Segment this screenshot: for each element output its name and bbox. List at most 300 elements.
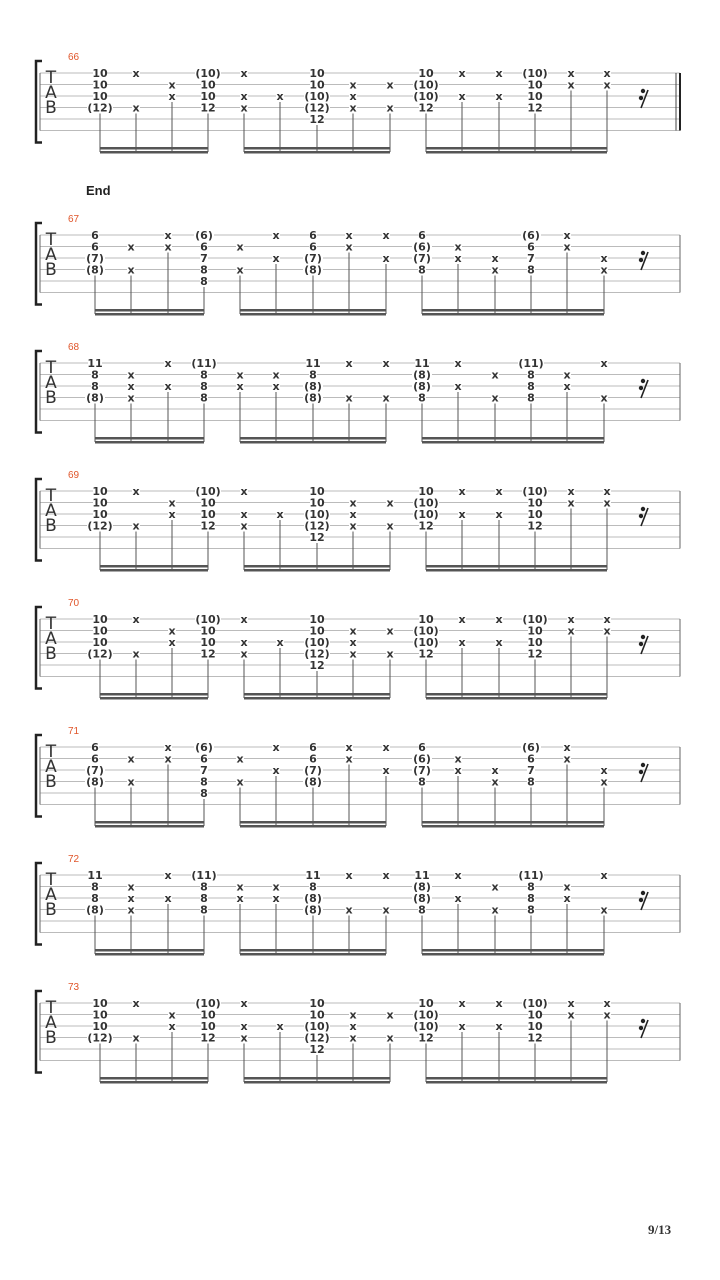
fret-number: 10 [527, 636, 543, 649]
tab-system [0, 470, 720, 580]
measure-number: 72 [68, 854, 80, 865]
dead-note: x [240, 485, 248, 498]
dead-note: x [164, 869, 172, 882]
fret-number: 10 [92, 78, 108, 92]
beam-primary [100, 1077, 208, 1080]
dead-note: x [563, 892, 571, 905]
dead-note: x [567, 1008, 575, 1022]
dead-note: x [563, 368, 571, 382]
tab-clef-letter: T [45, 486, 57, 506]
fret-number: (10) [413, 624, 439, 638]
beam-primary [244, 693, 390, 696]
fret-number: (6) [195, 741, 213, 754]
dead-note: x [458, 636, 466, 649]
fret-number: 6 [91, 741, 99, 754]
fret-number: 7 [200, 252, 208, 265]
dead-note: x [272, 380, 280, 393]
tab-clef-letter: T [45, 742, 57, 762]
dead-note: x [236, 892, 244, 905]
beam-secondary [240, 825, 386, 828]
dead-note: x [563, 741, 571, 754]
beam-primary [426, 565, 535, 568]
fret-number: 6 [200, 240, 208, 254]
fret-number: 10 [92, 636, 108, 649]
fret-number: 10 [92, 485, 108, 498]
dead-note: x [240, 647, 248, 661]
dead-note: x [454, 892, 462, 905]
dead-note: x [495, 1020, 503, 1033]
rest-dot-upper [641, 635, 645, 639]
fret-number: 10 [418, 613, 434, 626]
fret-number: (8) [304, 903, 322, 917]
tab-clef-letter: B [45, 900, 57, 920]
beam-primary [422, 821, 531, 824]
dead-note: x [458, 90, 466, 103]
fret-number: (12) [304, 519, 330, 533]
fret-number: 8 [200, 368, 208, 382]
dead-note: x [495, 613, 503, 626]
dead-note: x [272, 892, 280, 905]
dead-note: x [600, 263, 608, 277]
fret-number: 10 [309, 485, 325, 498]
beam-primary [244, 1077, 390, 1080]
tab-system [0, 52, 720, 162]
fret-number: 10 [418, 997, 434, 1010]
fret-number: (10) [195, 997, 221, 1010]
fret-number: (12) [87, 647, 113, 661]
dead-note: x [349, 1031, 357, 1045]
beam-secondary [95, 825, 204, 828]
dead-note: x [495, 485, 503, 498]
rest-dot-upper [641, 251, 645, 255]
beam-secondary [535, 697, 607, 700]
rest-dot-lower [639, 386, 643, 390]
fret-number: 12 [418, 647, 434, 661]
fret-number: 10 [92, 508, 108, 521]
fret-number: 12 [418, 1031, 434, 1045]
dead-note: x [563, 880, 571, 894]
rest-dot-upper [641, 1019, 645, 1023]
fret-number: (8) [304, 263, 322, 277]
fret-number: (10) [413, 1020, 439, 1033]
tab-clef-letter: A [45, 83, 57, 103]
tab-staff [0, 214, 720, 324]
beam-secondary [422, 953, 531, 956]
dead-note: x [349, 508, 357, 521]
dead-note: x [454, 764, 462, 777]
beam-primary [531, 309, 604, 312]
beam-secondary [100, 1081, 208, 1084]
dead-note: x [240, 508, 248, 521]
dead-note: x [345, 903, 353, 917]
fret-number: (10) [522, 67, 548, 80]
fret-number: 8 [418, 903, 426, 917]
dead-note: x [491, 775, 499, 789]
fret-number: 10 [309, 997, 325, 1010]
dead-note: x [349, 636, 357, 649]
fret-number: 10 [309, 624, 325, 638]
fret-number: (8) [304, 775, 322, 789]
dead-note: x [240, 613, 248, 626]
dead-note: x [600, 903, 608, 917]
dead-note: x [454, 869, 462, 882]
measure-number: 71 [68, 726, 80, 737]
measure-number: 67 [68, 214, 80, 225]
dead-note: x [127, 880, 135, 894]
tab-clef-letter: T [45, 358, 57, 378]
fret-number: (6) [413, 240, 431, 254]
fret-number: 10 [309, 1008, 325, 1022]
dead-note: x [454, 240, 462, 254]
fret-number: 10 [92, 496, 108, 510]
dead-note: x [491, 903, 499, 917]
dead-note: x [240, 67, 248, 80]
dead-note: x [386, 101, 394, 115]
tab-system [0, 726, 720, 836]
dead-note: x [345, 391, 353, 405]
beam-primary [422, 949, 531, 952]
rest-dot-lower [639, 642, 643, 646]
beam-secondary [244, 151, 390, 154]
fret-number: 10 [527, 496, 543, 510]
fret-number: 8 [91, 880, 99, 894]
fret-number: 10 [92, 67, 108, 80]
dead-note: x [495, 636, 503, 649]
beam-primary [244, 565, 390, 568]
dead-note: x [454, 252, 462, 265]
dead-note: x [164, 741, 172, 754]
fret-number: 8 [527, 775, 535, 789]
fret-number: 7 [527, 252, 535, 265]
fret-number: (10) [413, 90, 439, 103]
fret-number: (11) [518, 869, 544, 882]
fret-number: 10 [200, 78, 216, 92]
tab-system [0, 214, 720, 324]
dead-note: x [345, 240, 353, 254]
tab-staff [0, 854, 720, 964]
dead-note: x [600, 252, 608, 265]
dead-note: x [168, 90, 176, 103]
measure-number: 66 [68, 52, 80, 63]
fret-number: 8 [527, 368, 535, 382]
beam-primary [95, 437, 204, 440]
beam-primary [240, 437, 386, 440]
rest-dot-upper [641, 507, 645, 511]
tab-staff [0, 982, 720, 1092]
dead-note: x [240, 1020, 248, 1033]
fret-number: 8 [527, 880, 535, 894]
dead-note: x [386, 496, 394, 510]
measure-number: 73 [68, 982, 80, 993]
beam-secondary [100, 569, 208, 572]
dead-note: x [127, 240, 135, 254]
tab-clef-letter: B [45, 644, 57, 664]
dead-note: x [236, 368, 244, 382]
tab-staff [0, 470, 720, 580]
beam-primary [531, 437, 604, 440]
fret-number: 10 [309, 496, 325, 510]
fret-number: 8 [527, 903, 535, 917]
dead-note: x [600, 391, 608, 405]
tab-clef-letter: T [45, 998, 57, 1018]
fret-number: (12) [304, 1031, 330, 1045]
rest-dot-lower [639, 96, 643, 100]
fret-number: 6 [91, 240, 99, 254]
fret-number: (7) [86, 252, 104, 265]
fret-number: 8 [418, 775, 426, 789]
fret-number: 10 [527, 78, 543, 92]
fret-number: 8 [418, 391, 426, 405]
fret-number: (10) [413, 1008, 439, 1022]
fret-number: (10) [195, 613, 221, 626]
fret-number: 6 [527, 752, 535, 766]
dead-note: x [132, 485, 140, 498]
dead-note: x [495, 90, 503, 103]
dead-note: x [563, 240, 571, 254]
fret-number: 6 [527, 240, 535, 254]
dead-note: x [127, 752, 135, 766]
fret-number: (10) [304, 90, 330, 103]
tab-clef-letter: A [45, 245, 57, 265]
dead-note: x [458, 67, 466, 80]
rest-dot-lower [639, 770, 643, 774]
dead-note: x [567, 997, 575, 1010]
fret-number: (8) [304, 892, 322, 905]
fret-number: (10) [195, 67, 221, 80]
rest-dot-lower [639, 1026, 643, 1030]
dead-note: x [349, 496, 357, 510]
dead-note: x [603, 613, 611, 626]
fret-number: 8 [200, 903, 208, 917]
fret-number: (6) [413, 752, 431, 766]
fret-number: 12 [418, 101, 434, 115]
beam-primary [535, 565, 607, 568]
dead-note: x [272, 368, 280, 382]
fret-number: (11) [518, 357, 544, 370]
dead-note: x [127, 368, 135, 382]
fret-number: (8) [413, 892, 431, 905]
beam-secondary [531, 825, 604, 828]
dead-note: x [349, 624, 357, 638]
beam-primary [422, 437, 531, 440]
dead-note: x [454, 752, 462, 766]
tab-clef-letter: B [45, 260, 57, 280]
fret-number: (6) [195, 229, 213, 242]
fret-number: 6 [309, 229, 317, 242]
beam-primary [531, 821, 604, 824]
fret-number: 12 [200, 647, 216, 661]
fret-number: (7) [413, 764, 431, 777]
dead-note: x [454, 380, 462, 393]
fret-number: 10 [418, 485, 434, 498]
fret-number: (8) [304, 391, 322, 405]
fret-number: 10 [309, 613, 325, 626]
beam-secondary [535, 151, 607, 154]
fret-number: 8 [527, 263, 535, 277]
beam-primary [240, 949, 386, 952]
beam-secondary [240, 441, 386, 444]
tab-staff [0, 726, 720, 836]
dead-note: x [495, 67, 503, 80]
fret-number: (10) [522, 613, 548, 626]
beam-secondary [95, 953, 204, 956]
fret-number: 8 [200, 892, 208, 905]
beam-secondary [100, 151, 208, 154]
dead-note: x [386, 1008, 394, 1022]
fret-number: 8 [200, 391, 208, 405]
tab-staff [0, 52, 720, 162]
beam-primary [535, 1077, 607, 1080]
dead-note: x [349, 78, 357, 92]
fret-number: (7) [304, 764, 322, 777]
fret-number: (10) [304, 636, 330, 649]
dead-note: x [168, 508, 176, 521]
rest-dot-upper [641, 891, 645, 895]
fret-number: (8) [86, 391, 104, 405]
beam-primary [244, 147, 390, 150]
dead-note: x [386, 1031, 394, 1045]
fret-number: (12) [87, 519, 113, 533]
fret-number: 11 [87, 357, 103, 370]
rest-dot-lower [639, 258, 643, 262]
dead-note: x [127, 380, 135, 393]
fret-number: 8 [200, 787, 208, 800]
dead-note: x [127, 391, 135, 405]
dead-note: x [563, 380, 571, 393]
dead-note: x [168, 1020, 176, 1033]
beam-primary [426, 1077, 535, 1080]
dead-note: x [386, 647, 394, 661]
fret-number: (10) [413, 636, 439, 649]
fret-number: (10) [522, 997, 548, 1010]
dead-note: x [164, 357, 172, 370]
beam-secondary [422, 313, 531, 316]
fret-number: 8 [91, 368, 99, 382]
dead-note: x [164, 752, 172, 766]
dead-note: x [382, 764, 390, 777]
fret-number: 8 [200, 275, 208, 288]
fret-number: 11 [414, 869, 430, 882]
fret-number: 10 [200, 1008, 216, 1022]
dead-note: x [603, 485, 611, 498]
dead-note: x [132, 613, 140, 626]
fret-number: (11) [191, 869, 217, 882]
dead-note: x [603, 67, 611, 80]
dead-note: x [345, 752, 353, 766]
fret-number: 8 [200, 880, 208, 894]
dead-note: x [164, 380, 172, 393]
dead-note: x [563, 229, 571, 242]
beam-secondary [422, 441, 531, 444]
tab-clef-letter: B [45, 772, 57, 792]
fret-number: (8) [304, 380, 322, 393]
fret-number: (10) [522, 485, 548, 498]
tab-system [0, 342, 720, 452]
beam-secondary [240, 953, 386, 956]
fret-number: (8) [86, 775, 104, 789]
dead-note: x [603, 496, 611, 510]
fret-number: 6 [91, 752, 99, 766]
tab-clef-letter: T [45, 68, 57, 88]
dead-note: x [164, 892, 172, 905]
fret-number: (7) [86, 764, 104, 777]
dead-note: x [382, 391, 390, 405]
dead-note: x [454, 357, 462, 370]
beam-primary [535, 147, 607, 150]
beam-secondary [244, 697, 390, 700]
dead-note: x [272, 741, 280, 754]
dead-note: x [600, 869, 608, 882]
fret-number: (6) [522, 229, 540, 242]
fret-number: 8 [527, 380, 535, 393]
dead-note: x [168, 496, 176, 510]
dead-note: x [236, 263, 244, 277]
fret-number: 10 [200, 496, 216, 510]
dead-note: x [345, 229, 353, 242]
fret-number: (10) [304, 1020, 330, 1033]
dead-note: x [382, 741, 390, 754]
dead-note: x [345, 869, 353, 882]
dead-note: x [495, 508, 503, 521]
beam-primary [535, 693, 607, 696]
dead-note: x [345, 741, 353, 754]
measure-number: 70 [68, 598, 80, 609]
tab-clef-letter: T [45, 230, 57, 250]
dead-note: x [349, 647, 357, 661]
beam-primary [95, 821, 204, 824]
dead-note: x [491, 252, 499, 265]
beam-secondary [422, 825, 531, 828]
beam-primary [426, 693, 535, 696]
fret-number: 12 [309, 1043, 325, 1056]
tab-system [0, 598, 720, 708]
dead-note: x [603, 624, 611, 638]
dead-note: x [240, 636, 248, 649]
fret-number: (8) [413, 380, 431, 393]
tab-clef-letter: A [45, 629, 57, 649]
fret-number: 12 [200, 101, 216, 115]
dead-note: x [349, 90, 357, 103]
beam-primary [95, 949, 204, 952]
tab-clef-letter: T [45, 614, 57, 634]
dead-note: x [132, 647, 140, 661]
beam-secondary [531, 313, 604, 316]
dead-note: x [491, 391, 499, 405]
fret-number: 10 [92, 624, 108, 638]
fret-number: 8 [200, 380, 208, 393]
beam-secondary [535, 1081, 607, 1084]
fret-number: (8) [413, 368, 431, 382]
dead-note: x [491, 368, 499, 382]
measure-number: 68 [68, 342, 80, 353]
fret-number: 6 [309, 741, 317, 754]
dead-note: x [236, 752, 244, 766]
tab-system [0, 854, 720, 964]
tab-clef-letter: B [45, 516, 57, 536]
fret-number: 12 [309, 659, 325, 672]
dead-note: x [491, 263, 499, 277]
fret-number: 8 [527, 391, 535, 405]
fret-number: (11) [191, 357, 217, 370]
fret-number: 10 [527, 90, 543, 103]
dead-note: x [567, 67, 575, 80]
dead-note: x [127, 892, 135, 905]
fret-number: 11 [414, 357, 430, 370]
beam-secondary [426, 569, 535, 572]
fret-number: (10) [413, 496, 439, 510]
dead-note: x [164, 240, 172, 254]
dead-note: x [132, 67, 140, 80]
